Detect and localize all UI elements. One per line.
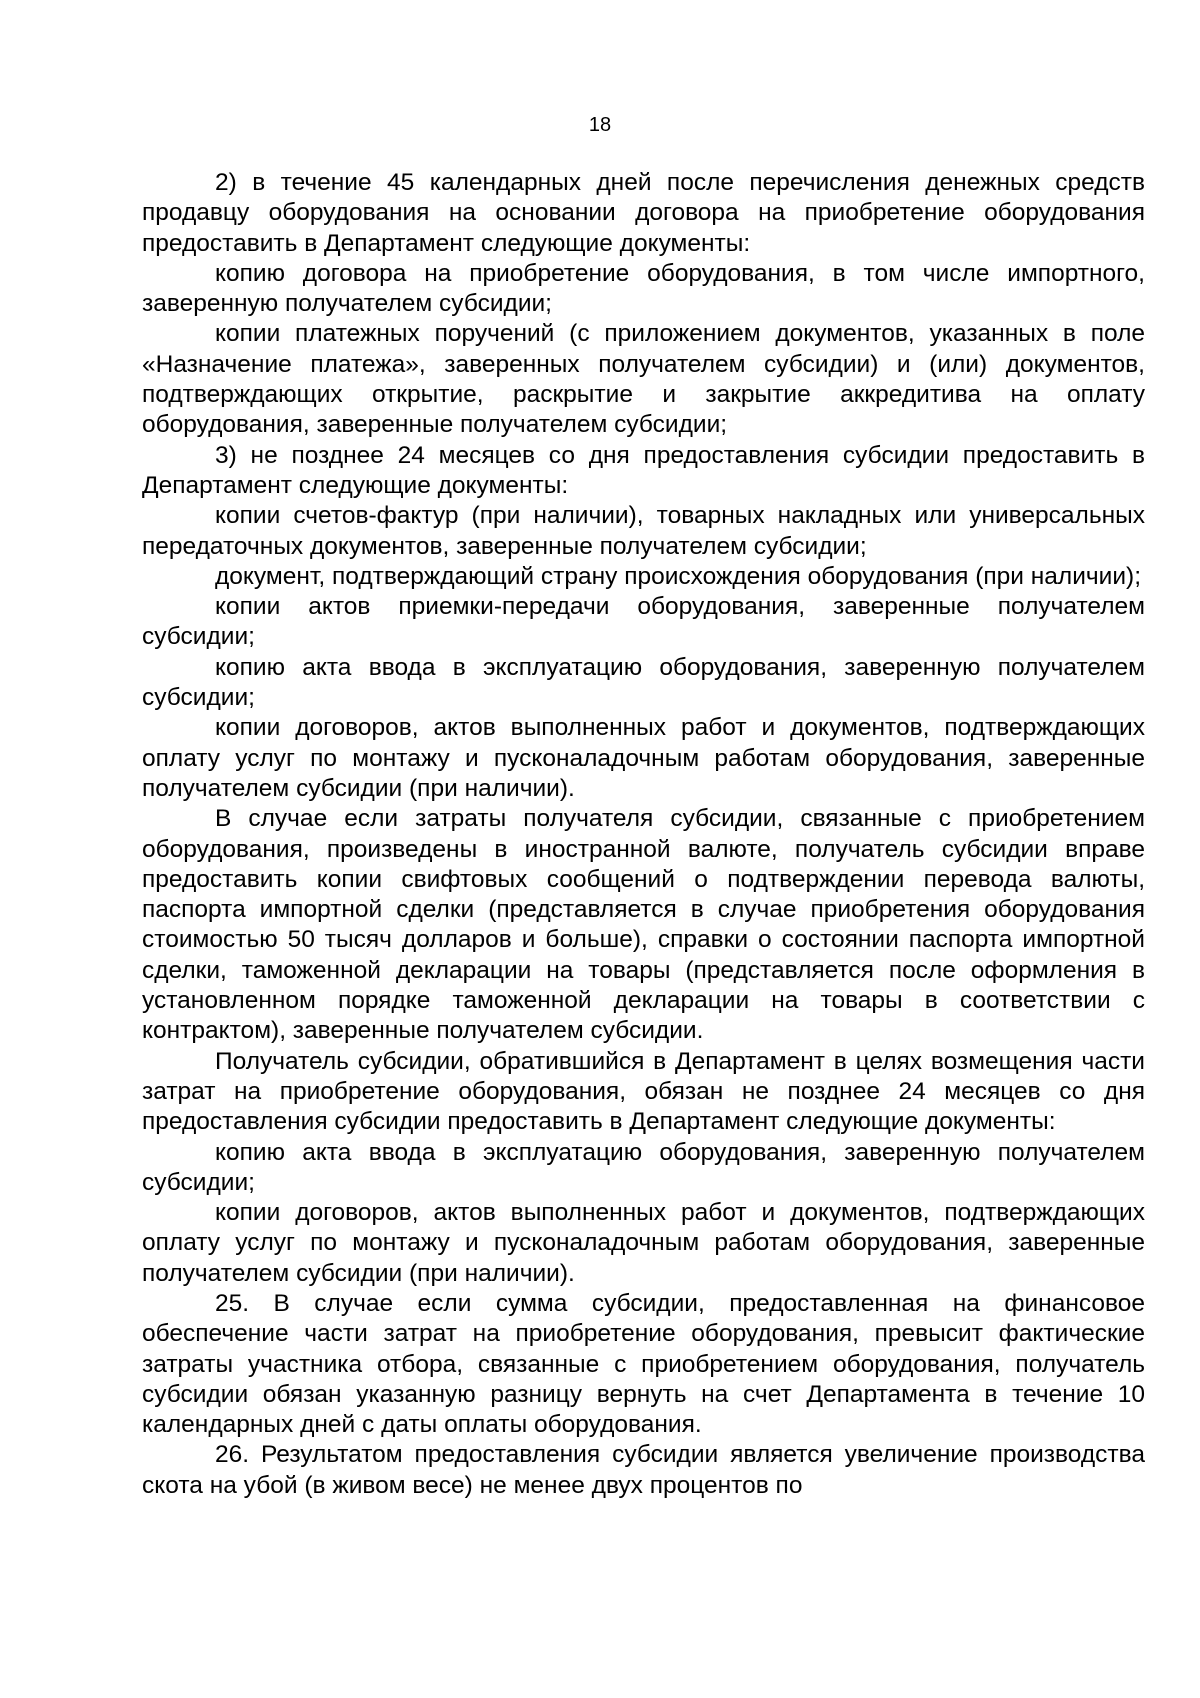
paragraph-invoices: копии счетов-фактур (при наличии), товарных накладных или универсальных передаточных документов, заверенные получателем субсидии; bbox=[142, 502, 1145, 560]
paragraph-clause-25: 25. В случае если сумма субсидии, предоставленная на финансовое обеспечение части затрат на приобретение оборудования, превысит фактические затраты участника отбора, связанные с приобретением оборудования, получатель субсидии обязан указанную разницу вернуть на счет Департамента в течение 10 календарных дней с даты оплаты оборудования. bbox=[142, 1289, 1145, 1439]
paragraph-clause-26: 26. Результатом предоставления субсидии является увеличение производства скота на убой (в живом весе) не менее двух процентов по bbox=[142, 1441, 1145, 1499]
document-body bbox=[142, 168, 1145, 1501]
paragraph-item-2-payment-docs: 2) в течение 45 календарных дней после перечисления денежных средств продавцу оборудования на основании договора на приобретение оборудования предоставить в Департамент следующие документы: bbox=[142, 169, 1145, 257]
page-number: 18 bbox=[588, 114, 612, 136]
paragraph-foreign-currency: В случае если затраты получателя субсидии, связанные с приобретением оборудования, произведены в иностранной валюте, получатель субсидии вправе предоставить копии свифтовых сообщений о подтверждении перевода валюты, паспорта импортной сделки (представляется в случае приобретения оборудования стоимостью 50 тысяч долларов и больше), справки о состоянии паспорта импортной сделки, таможенной декларации на товары (представляется после оформления в установленном порядке таможенной декларации на товары в соответствии с контрактом), заверенные получателем субсидии. bbox=[142, 805, 1145, 1045]
paragraph-commissioning-act: копию акта ввода в эксплуатацию оборудования, заверенную получателем субсидии; bbox=[142, 653, 1145, 712]
paragraph-installation-contracts-2: копии договоров, актов выполненных работ и документов, подтверждающих оплату услуг по монтажу и пусконаладочным работам оборудования, заверенные получателем субсидии (при наличии). bbox=[142, 1199, 1145, 1287]
paragraph-payment-orders: копии платежных поручений (с приложением документов, указанных в поле «Назначение платежа», заверенных получателем субсидии) и (или) документов, подтверждающих открытие, раскрытие и закрытие аккредитива на оплату оборудования, заверенные получателем субсидии; bbox=[142, 320, 1145, 439]
paragraph-reimbursement-recipient: Получатель субсидии, обратившийся в Департамент в целях возмещения части затрат на приобретение оборудования, обязан не позднее 24 месяцев со дня предоставления субсидии предоставить в Департамент следующие документы: bbox=[142, 1047, 1145, 1136]
paragraph-contract-copy: копию договора на приобретение оборудования, в том числе импортного, заверенную получателем субсидии; bbox=[142, 259, 1145, 318]
paragraph-origin-document: документ, подтверждающий страну происхождения оборудования (при наличии); bbox=[215, 562, 1142, 590]
paragraph-acceptance-acts: копии актов приемки-передачи оборудования, заверенные получателем субсидии; bbox=[142, 593, 1145, 651]
paragraph-commissioning-act-2: копию акта ввода в эксплуатацию оборудования, заверенную получателем субсидии; bbox=[142, 1138, 1145, 1196]
paragraph-item-3-docs: 3) не позднее 24 месяцев со дня предоставления субсидии предоставить в Департамент следующие документы: bbox=[142, 441, 1145, 499]
paragraph-installation-contracts: копии договоров, актов выполненных работ и документов, подтверждающих оплату услуг по монтажу и пусконаладочным работам оборудования, заверенные получателем субсидии (при наличии). bbox=[142, 714, 1145, 802]
